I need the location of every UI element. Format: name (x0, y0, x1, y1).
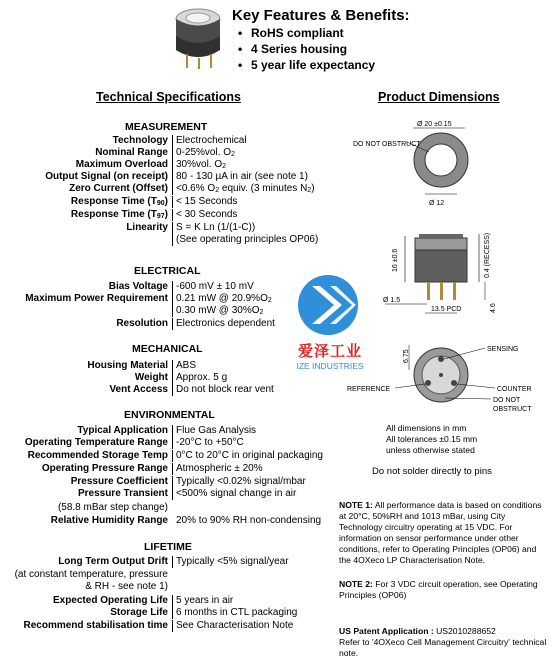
dim-obstruct-label: OBSTRUCT (493, 406, 532, 413)
spec-row: Pressure Transient <500% signal change in air (77, 488, 297, 499)
section-title-electrical: ELECTRICAL (134, 265, 201, 277)
feature-item: • RoHS compliant (251, 26, 344, 40)
dimensions-footnote: All dimensions in mm All tolerances ±0.15 mm unless otherwise stated (386, 423, 478, 455)
dim-do-not-obstruct-top: DO NOT OBSTRUCT (353, 141, 421, 148)
dim-pin-diameter: Ø 1.5 (383, 297, 401, 304)
spec-row: Resolution Electronics dependent (116, 318, 275, 329)
note-2: NOTE 2: For 3 VDC circuit operation, see Operating Principles (OP06) (339, 579, 538, 600)
spec-row: Nominal Range 0-25%vol. $O_2$ (95, 147, 235, 158)
dim-pin-length: 4.6 (490, 303, 497, 313)
spec-row: Response Time $(T_{90})$ < 15 Seconds (70, 196, 238, 207)
spec-row: (58.8 mBar step change) (57, 502, 168, 513)
spec-row: Zero Current (Offset) <0.6% $O_2$ equiv. (3 minutes $N_2$) (69, 183, 315, 194)
logo-brand-cn: 爱泽工业 (297, 343, 362, 360)
dim-inner-diameter: Ø 12 (429, 200, 445, 207)
no-solder-warning: Do not solder directly to pins (372, 466, 492, 477)
dim-height: 16 ±0.6 (392, 248, 399, 272)
spec-row: Storage Life 6 months in CTL packaging (110, 607, 298, 618)
spec-row: (See operating principles OP06) (0, 234, 340, 246)
spec-row: Operating Pressure Range Atmospheric ± 20% (41, 463, 263, 474)
patent-note: US Patent Application : US2010288652 Refer to '4OXeco Cell Management Circuitry' technical note. (339, 626, 547, 658)
spec-row: Operating Temperature Range -20°C to +50°C (24, 437, 244, 448)
technical-specifications-title: Technical Specifications (96, 90, 241, 104)
spec-row: 0.30 mW @ $30\%O_2$ (0, 305, 340, 317)
feature-item: • 4 Series housing (251, 42, 347, 56)
spec-row: Vent Access Do not block rear vent (109, 384, 274, 395)
dim-pin-spacing: 6.75 (403, 349, 410, 363)
spec-row: Pressure Coefficient Typically <0.02% signal/mbar (70, 476, 306, 487)
section-title-environmental: ENVIRONMENTAL (124, 409, 215, 421)
spec-row: Output Signal (on receipt) 80 - 130 µA in air (see note 1) (45, 171, 308, 182)
spec-row: Expected Operating Life 5 years in air (52, 595, 234, 606)
dim-pcd: 13.5 PCD (431, 306, 462, 313)
key-features-title: Key Features & Benefits: (232, 7, 410, 24)
spec-row: Long Term Output Drift Typically <5% signal/year (58, 556, 289, 567)
dim-counter-label: COUNTER (497, 386, 532, 393)
spec-row: Technology Electrochemical (112, 135, 247, 146)
spec-row: Weight Approx. 5 g (134, 372, 228, 383)
spec-row: Housing Material ABS (87, 360, 197, 371)
dim-reference-label: REFERENCE (347, 386, 391, 393)
feature-item: • 5 year life expectancy (251, 58, 375, 72)
spec-row: Relative Humidity Range 20% to 90% RH non-condensing (50, 515, 322, 526)
spec-row: Maximum Power Requirement 0.21 mW @ $20.9\%O_2$ (25, 293, 272, 304)
section-title-lifetime: LIFETIME (144, 541, 192, 553)
spec-row: Recommended Storage Temp 0°C to 20°C in original packaging (27, 450, 323, 461)
product-dimensions-title: Product Dimensions (378, 90, 500, 104)
spec-row: & RH - see note 1) (85, 581, 168, 592)
spec-row: Linearity S = K Ln (1/(1-C)) (126, 222, 256, 233)
spec-row: Recommend stabilisation time See Characterisation Note (23, 620, 294, 631)
dim-recess: 0.4 (RECESS) (484, 232, 491, 278)
spec-row: Maximum Overload 30%vol. $O_2$ (75, 159, 227, 170)
dim-sensing-label: SENSING (487, 346, 519, 353)
section-title-mechanical: MECHANICAL (132, 343, 203, 355)
spec-row: Bias Voltage -600 mV ± 10 mV (108, 281, 254, 292)
dim-do-not-label: DO NOT (493, 397, 521, 404)
spec-row: (at constant temperature, pressure (14, 569, 168, 580)
dimension-drawings (345, 108, 550, 418)
section-title-measurement: MEASUREMENT (125, 121, 208, 133)
dim-top-diameter: Ø 20 ±0.15 (417, 121, 452, 128)
spec-row: Typical Application Flue Gas Analysis (77, 425, 257, 436)
spec-row: Response Time $(T_{97})$ < 30 Seconds (70, 209, 238, 220)
logo-brand-en: IZE INDUSTRIES (296, 361, 364, 371)
note-1: NOTE 1: All performance data is based on conditions at 20°C, 50%RH and 1013 mBar, using City Technology circuitry operating at 15 VDC. For information on sensor performance under other conditions, refer to Operating Principles (OP06) and the 4OXeco LP Characterisation Note. (339, 500, 542, 565)
